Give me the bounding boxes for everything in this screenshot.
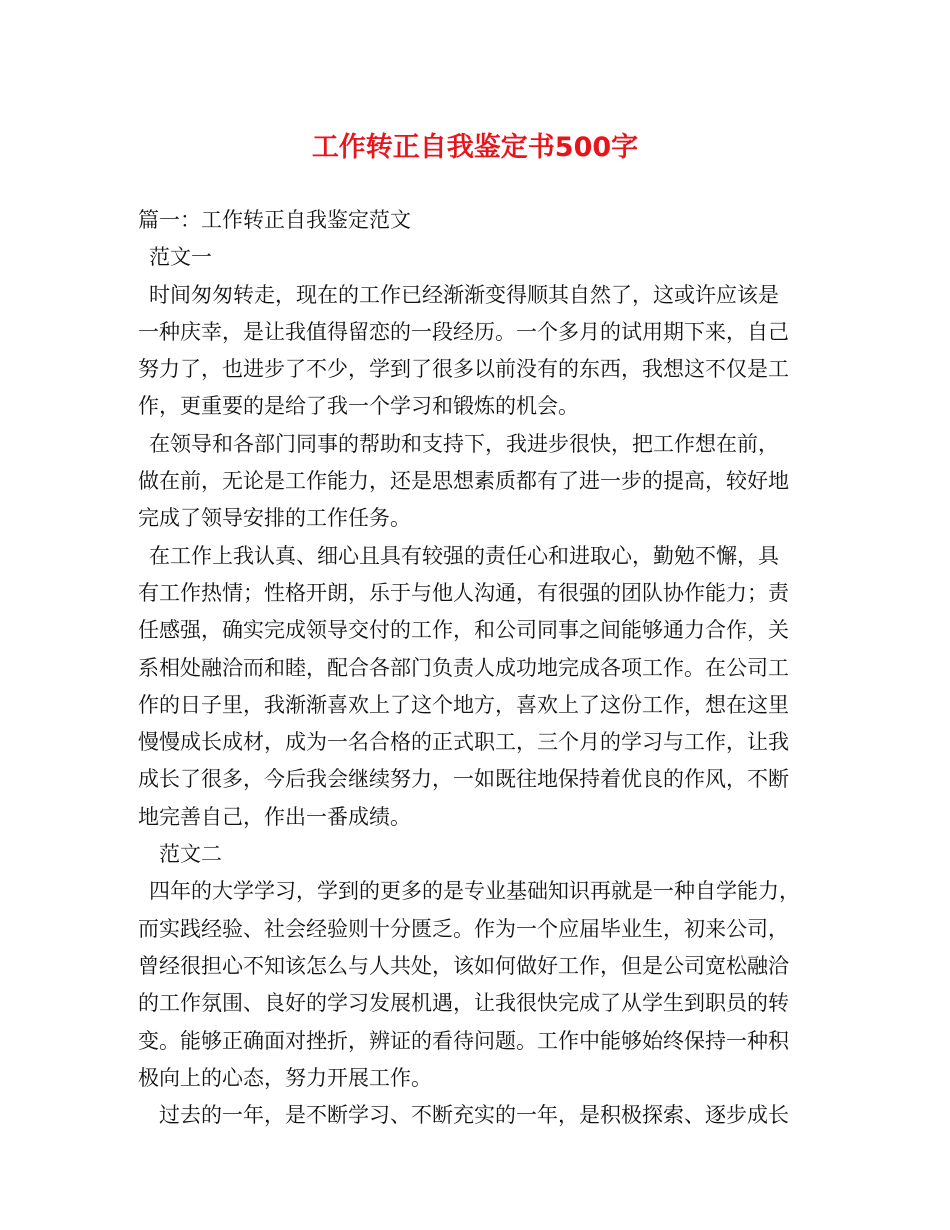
text-line: 极向上的心态，努力开展工作。: [138, 1065, 432, 1090]
text-line: 完成了领导安排的工作任务。: [138, 506, 411, 531]
text-line: 作的日子里，我渐渐喜欢上了这个地方，喜欢上了这份工作，想在这里: [138, 692, 789, 717]
text-line: 努力了，也进步了不少，学到了很多以前没有的东西，我想这不仅是工: [138, 357, 789, 382]
text-line: 篇一：工作转正自我鉴定范文: [138, 208, 411, 232]
text-line: 变。能够正确面对挫折，辨证的看待问题。工作中能够始终保持一种积: [138, 1028, 789, 1053]
text-line: 作，更重要的是给了我一个学习和锻炼的机会。: [138, 394, 579, 419]
text-line: 范文一: [149, 245, 212, 270]
document-body: [138, 202, 818, 1134]
text-line: 过去的一年，是不断学习、不断充实的一年，是积极探索、逐步成长: [159, 1103, 789, 1128]
text-line: 时间匆匆转走，现在的工作已经渐渐变得顺其自然了，这或许应该是: [149, 282, 779, 307]
text-line: 系相处融洽而和睦，配合各部门负责人成功地完成各项工作。在公司工: [138, 655, 789, 680]
text-line: 四年的大学学习，学到的更多的是专业基础知识再就是一种自学能力，: [149, 879, 800, 904]
text-line: 曾经很担心不知该怎么与人共处，该如何做好工作，但是公司宽松融洽: [138, 953, 789, 978]
document-title: 工作转正自我鉴定书500字: [311, 132, 639, 163]
text-line: 的工作氛围、良好的学习发展机遇，让我很快完成了从学生到职员的转: [138, 991, 789, 1016]
text-line: 而实践经验、社会经验则十分匮乏。作为一个应届毕业生，初来公司，: [138, 916, 789, 941]
text-line: 慢慢成长成材，成为一名合格的正式职工，三个月的学习与工作，让我: [138, 730, 789, 755]
text-line: 成长了很多，今后我会继续努力，一如既往地保持着优良的作风，不断: [138, 767, 789, 792]
text-line: 一种庆幸，是让我值得留恋的一段经历。一个多月的试用期下来，自己: [138, 319, 789, 344]
text-line: 在领导和各部门同事的帮助和支持下，我进步很快，把工作想在前，: [149, 431, 779, 456]
text-line: 在工作上我认真、细心且具有较强的责任心和进取心，勤勉不懈，具: [149, 543, 779, 568]
text-line: 范文二: [159, 842, 222, 867]
text-line: 做在前，无论是工作能力，还是思想素质都有了进一步的提高，较好地: [138, 469, 789, 494]
text-line: 任感强，确实完成领导交付的工作，和公司同事之间能够通力合作，关: [138, 618, 789, 643]
text-line: 地完善自己，作出一番成绩。: [138, 804, 411, 829]
text-line: 有工作热情；性格开朗，乐于与他人沟通，有很强的团队协作能力；责: [138, 580, 789, 605]
